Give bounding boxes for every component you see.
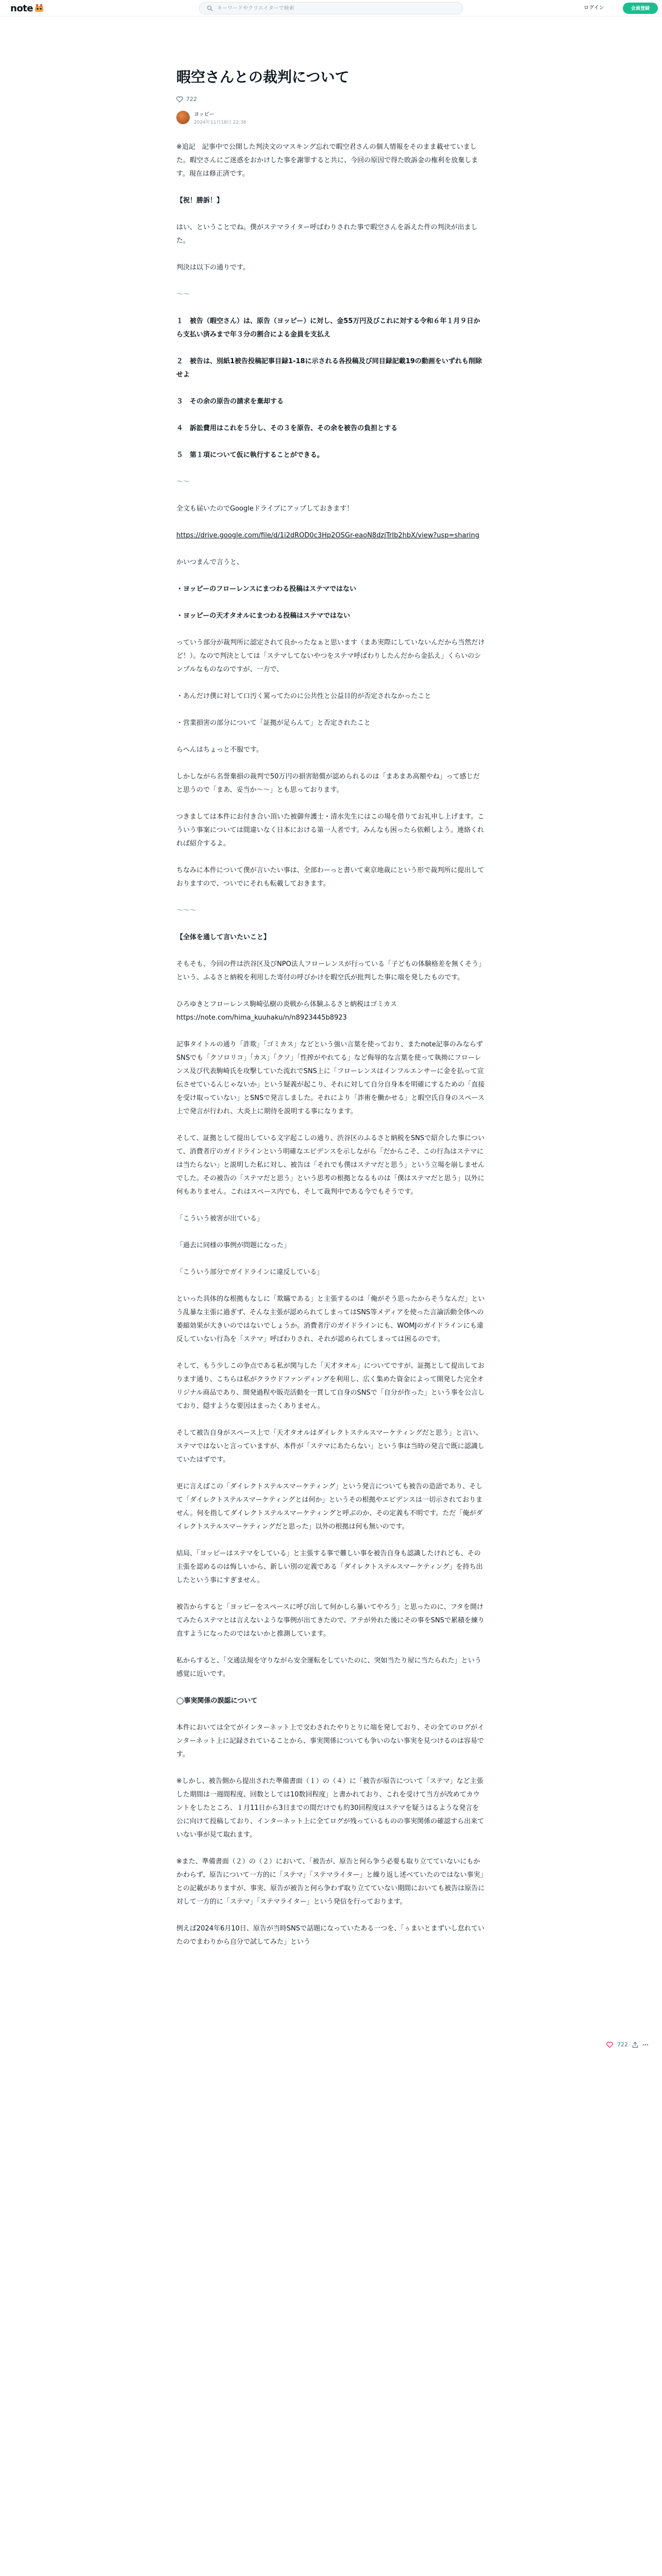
article-paragraph: ちなみに本件について僕が言いたい事は、全部わーっと書いて東京地裁にという形で裁判所に提出しておりますので、ついでにそれも転載しておきます。 (176, 867, 485, 888)
article-paragraph: 私からすると、「交通法規を守りながら安全運転をしていたのに、突如当たり屋に当たられた」という感覚に近いです。 (176, 1657, 482, 1678)
article-heading: ５ 第１項について仮に執行することができる。 (176, 451, 324, 459)
article-heading: ４ 訴訟費用はこれを５分し、その３を原告、その余を被告の負担とする (176, 425, 398, 432)
top-bar (0, 0, 662, 16)
article-paragraph: ひろゆきとフローレンス駒崎弘樹の炎戦から体験ふるさと納税はゴミカスhttps://note.com/hima_kuuhaku/n/n8923445b8923 (176, 1001, 398, 1022)
article-paragraph: ・あんだけ僕に対して口汚く罵ってたのに公共性と公益目的が否定されなかったこと (176, 692, 432, 700)
floating-like-button[interactable] (606, 2042, 613, 2048)
article-paragraph: 「こういう部分でガイドラインに違反している」 (176, 1268, 324, 1276)
more-icon (642, 2044, 649, 2046)
drive-link-paragraph (176, 529, 486, 543)
article-heading: 【全体を通して言いたいこと】 (176, 934, 271, 941)
heart-icon[interactable] (176, 96, 183, 103)
author-name[interactable]: ヨッピー (194, 112, 214, 117)
like-row (176, 96, 486, 103)
search-input[interactable] (217, 4, 454, 12)
article-paragraph: しかしながら名誉棄損の裁判で50万円の損害賠償が認められるのは「まあまあ高額やね」って感じだと思うので「まあ、妥当か〜〜」とも思っております。 (176, 773, 480, 794)
search-icon (207, 5, 213, 11)
author-meta (194, 110, 246, 125)
section-separator: 〜〜 (176, 291, 190, 298)
article-paragraph: ・営業損害の部分について「証拠が足らんて」と否定されたこと (176, 719, 371, 727)
signup-button[interactable]: 会員登録 (623, 3, 658, 14)
article-heading: ３ その余の原告の請求を棄却する (176, 398, 284, 405)
article-paragraph: ※しかし、被告側から提出された準備書面（１）の（４）に「被告が原告について「ステマ」など主張した期間は一週間程度、回数としては10数回程度」と書かれており、これを受けて当方が改めてカウントをしたところ、１月11日から3日までの間だけでも約30回程度はステマを疑うはるような発言を公に向けて投稿しており、インターネット上に全てログが残っているものの事実関係の確認すら出来ていない事が見て取れます。 (176, 1777, 484, 1839)
author-avatar[interactable] (176, 111, 190, 124)
more-button[interactable] (642, 2044, 649, 2046)
login-button[interactable]: ログイン (571, 3, 617, 14)
article-paragraph: 「過去に同様の事例が問題になった」 (176, 1242, 291, 1249)
article-paragraph: 全文も届いたのでGoogleドライブにアップしておきます！ (176, 505, 354, 513)
author-row (176, 110, 486, 125)
article-paragraph: そして、証拠として提出している文字起こしの通り、渋谷区のふるさと納税をSNSで紹介した事について、消費者庁のガイドラインという明確なエビデンスを示しながら「だからこそ、この行為はステマには当たらない」と説明した私に対し、被告は「それでも僕はステマだと思う」という立場を崩しませんでした。その被告の「ステマだと思う」という思考の根拠となるものは「僕はステマだと思う」以外に何もありません。これはスペース内でも、そして裁判中である今でもそうです。 (176, 1134, 485, 1196)
article-heading: ・ヨッピーの天才タオルにまつわる投稿はステマではない (176, 612, 350, 620)
article-paragraph: 本件においては全てがインターネット上で交わされたやりとりに端を発しており、その全てのログがインターネット上に記録されていることから、事実関係についても争いのない事実を見つけるのは容易です。 (176, 1724, 484, 1758)
article-paragraph: つきましては本件にお付き合い頂いた被御弁護士・清水先生にはこの場を借りてお礼申し上げます。こういう事案については間違いなく日本における第一人者です。みんなも困ったら依頼しよう。連絡くれれば紹介するよ。 (176, 813, 484, 848)
article-heading: ◯事実関係の誤認について (176, 1697, 258, 1705)
article-paragraph: ※追記 記事中で公開した判決文のマスキング忘れで暇空君さんの個人情報をそのまま載せていました。暇空さんにご迷惑をおかけした事を謝罪すると共に、今回の原因で得た敗訴金の権利を放棄します。現在は修正済です。 (176, 143, 478, 178)
share-icon (632, 2042, 638, 2048)
logo-text: note (10, 3, 33, 14)
article-paragraph: かいつまんで言うと、 (176, 558, 244, 566)
article-paragraph: はい、ということでね。僕がステマライター呼ばわりされた事で暇空さんを訴えた件の判決が出ました。 (176, 224, 478, 245)
heart-icon (606, 2042, 613, 2048)
article-heading: １ 被告（暇空さん）は、原告（ヨッピー）に対し、金55万円及びこれに対する令和６年１月９日から支払い済みまで年３分の割合による金員を支払え (176, 317, 481, 338)
article-paragraph: 例えば2024年6月10日、原告が当時SNSで話題になっていたある一つを、「ぅまいとまずいし怠れていたのでまわりから自分で試してみた」という (176, 1925, 485, 1946)
article-heading: ２ 被告は、別紙1被告投稿記事目録1-18に示される各投稿及び同目録記載19の動画をいずれも削除せよ (176, 358, 482, 379)
article (176, 67, 486, 1962)
article-paragraph: 更に言えばこの「ダイレクトステルスマーケティング」という発言についても被告の造語であり、そして「ダイレクトステルスマーケティングとは何か」というその根拠やエビデンスは一切示されておりません。何を指してダイレクトステルスマーケティングと呼ぶのか、その定義も不明です。ただ「俺がダイレクトステルスマーケティングだと思った」以外の根拠は何も無いのです。 (176, 1483, 483, 1531)
floating-like-count: 722 (617, 2041, 628, 2048)
article-paragraph: といった具体的な根拠もなしに「欺瞞である」と主張するのは「俺がそう思ったからそうなんだ」という乱暴な主張に過ぎず、そんな主張が認められてしまってはSNS等メディアを使った言論活動全体への萎縮効果が大きいのではないでしょうか。消費者庁のガイドラインにも、WOMJのガイドラインにも違反していない行為を「ステマ」呼ばわりされ、それが認められてしまっては困るのです。 (176, 1295, 485, 1343)
article-paragraph: 結局、「ヨッピーはステマをしている」と主張する事で難しい事を被告自身も認識したけれども、その主張を認めるのは悔しいから、新しい別の定義である「ダイレクトステルスマーケティング」を持ち出したという事にすぎません。 (176, 1550, 483, 1584)
article-paragraph: そもそも、今回の件は渋谷区及びNPO法人フローレンスが行っている「子どもの体験格差を無くそう」という、ふるさと納税を利用した寄付の呼びかけを暇空氏が批判した事に端を発したものです。 (176, 960, 485, 981)
article-heading: 【祝！勝訴！】 (176, 197, 224, 205)
like-count: 722 (186, 96, 197, 103)
section-separator: 〜〜〜 (176, 907, 197, 914)
article-paragraph: っていう部分が裁判所に認定されて良かったなぁと思います（まあ実際にしていないんだから当然だけど！）。なので判決としては「ステマしてないやつをステマ呼ばわりしたんだから金払え」くらいのシンプルなものなのですが、一方で、 (176, 639, 485, 673)
article-title: 暇空さんとの裁判について (176, 69, 350, 86)
article-body (176, 141, 486, 1949)
section-separator: 〜〜 (176, 478, 190, 486)
article-paragraph: ※また、準備書面（２）の（２）において、「被告が、原告と何ら争う必要も取り立てていないにもかかわらず、原告について一方的に「ステマ」「ステマライター」と繰り返し述べていたのではない事実」との記載がありますが、事実、原告が被告と何ら争わず取り立てていない期間においても被告は原告に対して一方的に「ステマ」「ステマライター」という発信を行っております。 (176, 1858, 485, 1906)
drive-link[interactable]: https://drive.google.com/file/d/1i2dROD0c3Hp2OSGr-eaoN8dzjTrIb2hbX/view?usp=sharing (176, 532, 479, 539)
article-paragraph: そして、もう少しこの争点である私が関与した「天才タオル」についてですが、証拠として提出しております通り、こちらは私がクラウドファンディングを利用し、広く集めた資金によって開発した完全オリジナル商品であり、開発過程や販売活動を一貫して自身のSNSで「自分が作った」という事を公言しており、隠すような要因はまったくありません。 (176, 1362, 485, 1410)
article-heading: ・ヨッピーのフローレンスにまつわる投稿はステマではない (176, 585, 356, 593)
article-paragraph: そして被告自身がスペース上で「天才タオルはダイレクトステルスマーケティングだと思う」と言い、ステマではないと言っていますが、本件が「ステマにあたらない」という事は当時の発言で既に認識していたはずです。 (176, 1429, 485, 1464)
floating-actions (606, 2041, 649, 2048)
note-logo[interactable] (10, 3, 44, 14)
post-date: 2024年11月18日 22:36 (194, 120, 246, 125)
article-paragraph: らへんはちょっと不服です。 (176, 746, 263, 754)
article-paragraph: 記事タイトルの通り「詐欺」「ゴミカス」などという強い言葉を使っており、またnote記事のみならずSNSでも「クソロリコ」「カス」「クソ」「性搾がやれてる」など侮辱的な言葉を使って執拗にフローレンス及び代表駒崎氏を攻撃していた流れでSNS上に「フローレンスはインフルエンサーに金を払って宣伝させているんじゃないか」という疑義が起こり、それに対して自分自身本を明確にするための「直接を受け取っていない」とSNSで発言しました。それにより「詐術を働かせる」と暇空氏自身のスペース上で発言が行われ、大炎上に期待を説明する事になります。 (176, 1041, 485, 1115)
article-paragraph: 被告からすると「ヨッピーをスペースに呼び出して何かしら暴いてやろう」と思ったのに、フタを開けてみたらステマとは言えないような事例が出てきたので、アテが外れた後にその事をSNSで累積を練り直すようになったのではないかと推測しています。 (176, 1603, 485, 1638)
search-box[interactable] (199, 2, 463, 14)
logo-mascot-icon (34, 4, 44, 13)
article-paragraph: 「こういう被害が出ている」 (176, 1215, 264, 1223)
article-paragraph: 判決は以下の通りです。 (176, 264, 250, 272)
share-button[interactable] (632, 2042, 638, 2048)
